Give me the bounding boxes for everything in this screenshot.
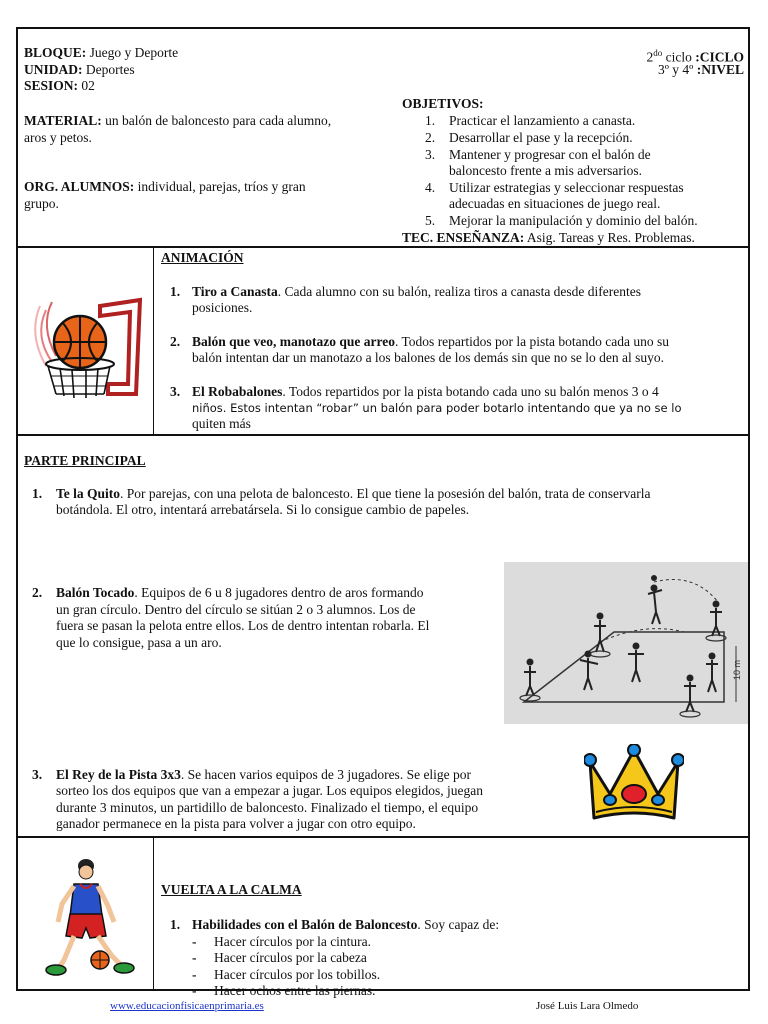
vuelta-bullet: - Hacer círculos por la cabeza <box>192 950 367 965</box>
principal-item-1-line-1: Te la Quito. Por parejas, con una pelota de baloncesto. El que tiene la posesión del balón, trata de conservarla <box>56 486 651 501</box>
bloque-line: BLOQUE: Juego y Deporte <box>24 45 179 60</box>
principal-item-2-line-4: que lo consigue, pasa a un aro. <box>56 635 222 650</box>
footer-link-wrap <box>110 1000 264 1012</box>
animacion-item-3-line-3: quiten más <box>192 416 251 431</box>
animacion-item-2-line-1: Balón que veo, manotazo que arreo. Todos repartidos por la pista botando cada uno su <box>192 334 670 349</box>
footer-author: José Luis Lara Olmedo <box>536 1000 639 1012</box>
animacion-item-1-line-1: Tiro a Canasta. Cada alumno con su balón, realiza tiros a canasta desde diferentes <box>192 284 642 299</box>
animacion-item-3-line-1: El Robabalones. Todos repartidos por la pista botando cada uno su balón menos 3 o 4 <box>192 384 659 399</box>
vuelta-item-number: 1. <box>170 917 181 932</box>
principal-item-3-line-4: ganador permanece en la pista para volver a jugar con otro equipo. <box>56 816 416 831</box>
basketball-hoop-image <box>30 276 148 408</box>
animacion-item-3-line-2: niños. Estos intentan “robar” un balón para poder botarlo intentando que ya no se lo <box>192 401 682 415</box>
objetivo-number: 4. <box>425 180 436 195</box>
principal-item-2-line-2: un gran círculo. Dentro del círculo se sitúan 2 o 3 alumnos. Los de <box>56 602 416 617</box>
ciclo-line: $2^{do}$ ciclo :CICLO <box>646 48 744 65</box>
principal-item-number: 1. <box>32 486 43 501</box>
material-line-1: MATERIAL: un balón de baloncesto para cada alumno, <box>24 113 332 128</box>
objetivo-text: Desarrollar el pase y la recepción. <box>449 130 633 145</box>
animacion-item-2-line-2: balón intentan dar un manotazo a los balones de los demás sin que no se lo den al suyo. <box>192 350 665 365</box>
objetivo-text: Mantener y progresar con el balón de <box>449 147 651 162</box>
footer-website-link[interactable]: www.educacionfisicaenprimaria.es <box>110 1000 264 1012</box>
objetivo-number: 5. <box>425 213 436 228</box>
vuelta-bullet: - Hacer círculos por la cintura. <box>192 934 372 949</box>
animacion-item-1-line-2: posiciones. <box>192 300 253 315</box>
principal-section <box>18 436 748 838</box>
lesson-sheet <box>16 27 750 998</box>
objetivo-text: baloncesto frente a mis adversarios. <box>449 163 643 178</box>
objetivo-number: 2. <box>425 130 436 145</box>
vuelta-bullet: - Hacer ochos entre las piernas. <box>192 983 376 998</box>
org-line-1: ORG. ALUMNOS: individual, parejas, tríos y gran <box>24 179 306 194</box>
org-line-2: grupo. <box>24 196 59 211</box>
objetivo-text: adecuadas en situaciones de juego real. <box>449 196 661 211</box>
animacion-item-number: 2. <box>170 334 181 349</box>
animacion-section <box>18 248 748 436</box>
principal-item-2-line-1: Balón Tocado. Equipos de 6 u 8 jugadores dentro de aros formando <box>56 585 424 600</box>
objetivo-text: Practicar el lanzamiento a canasta. <box>449 113 636 128</box>
nivel-line: 3º y 4º :NIVEL <box>657 62 744 77</box>
objetivo-number: 3. <box>425 147 436 162</box>
material-line-2: aros y petos. <box>24 130 92 145</box>
principal-item-3-line-2: sorteo los dos equipos que van a empezar a jugar. Los equipos elegidos, juegan <box>56 783 484 798</box>
objetivo-text: Mejorar la manipulación y dominio del balón. <box>449 213 698 228</box>
principal-item-1-line-2: botándola. El otro, intentará arrebatársela. Si lo consigue cambio de papeles. <box>56 502 470 517</box>
objetivos-title: OBJETIVOS: <box>402 96 484 111</box>
animacion-title: ANIMACIÓN <box>161 250 244 265</box>
principal-item-2-line-3: fuera se pasan la pelota entre ellos. Los de dentro intentan robarla. El <box>56 618 430 633</box>
vuelta-bullet: - Hacer círculos por los tobillos. <box>192 967 381 982</box>
vuelta-section <box>18 838 748 998</box>
objetivo-text: Utilizar estrategias y seleccionar respuestas <box>449 180 684 195</box>
basketball-player-image <box>40 856 136 980</box>
principal-item-number: 3. <box>32 767 43 782</box>
principal-item-3-line-3: durante 3 minutos, un partidillo de baloncesto. Finalizado el tiempo, el equipo <box>56 800 479 815</box>
court-diagram-image <box>504 562 748 724</box>
animacion-item-number: 3. <box>170 384 181 399</box>
objetivo-number: 1. <box>425 113 436 128</box>
header-section <box>18 29 748 248</box>
crown-image <box>584 744 684 830</box>
animacion-item-number: 1. <box>170 284 181 299</box>
principal-item-3-line-1: El Rey de la Pista 3x3. Se hacen varios equipos de 3 jugadores. Se elige por <box>56 767 472 782</box>
principal-title: PARTE PRINCIPAL <box>24 453 146 468</box>
vuelta-item-line: Habilidades con el Balón de Baloncesto. Soy capaz de: <box>192 917 500 932</box>
court-distance-label: 10 m <box>732 659 742 680</box>
tec-ensenanza-line: TEC. ENSEÑANZA: Asig. Tareas y Res. Problemas. <box>402 230 695 245</box>
vuelta-title: VUELTA A LA CALMA <box>161 882 302 897</box>
unidad-line: UNIDAD: Deportes <box>24 62 135 77</box>
sesion-line: SESION: 02 <box>24 78 95 93</box>
principal-item-number: 2. <box>32 585 43 600</box>
